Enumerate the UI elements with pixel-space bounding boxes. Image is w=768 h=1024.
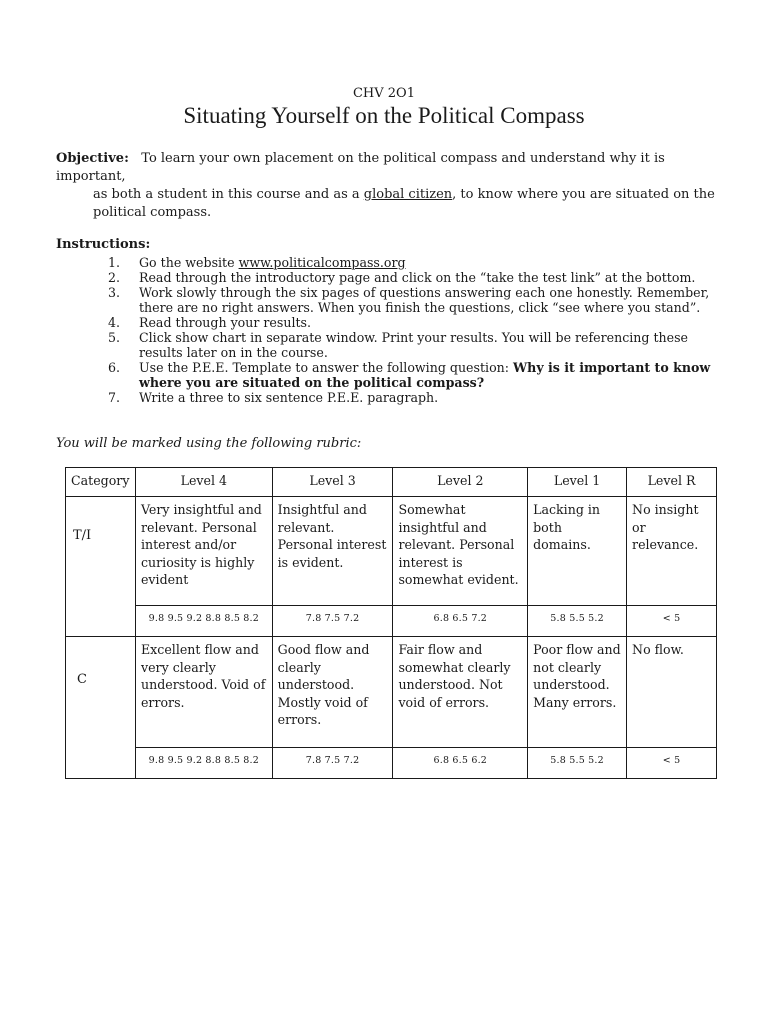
score-cell: 9.8 9.5 9.2 8.8 8.5 8.2 <box>135 748 272 779</box>
instruction-item <box>108 315 718 330</box>
course-code: CHV 2O1 <box>352 86 415 101</box>
objective-section <box>56 150 716 222</box>
instruction-item <box>108 270 718 285</box>
score-cell: 5.8 5.5 5.2 <box>528 748 627 779</box>
descriptor-cell: Poor flow and not clearly understood. Many errors. <box>528 637 627 748</box>
score-cell: 7.8 7.5 7.2 <box>272 606 393 637</box>
descriptor-cell: Very insightful and relevant. Personal interest and/or curiosity is highly evident <box>135 497 272 606</box>
instruction-item <box>108 360 718 390</box>
category-cell <box>66 637 136 779</box>
instruction-number: 5. <box>108 330 121 345</box>
rubric-score-row-c <box>66 748 717 779</box>
descriptor-cell: Excellent flow and very clearly understood. Void of errors. <box>135 637 272 748</box>
descriptor-cell: Fair flow and somewhat clearly understood. Not void of errors. <box>393 637 528 748</box>
instruction-text: Click show chart in separate window. Print your results. You will be referencing these results later on in the course. <box>139 330 689 360</box>
header-category: Category <box>66 468 136 497</box>
website-link[interactable]: www.politicalcompass.org <box>238 255 406 270</box>
objective-continuation <box>56 186 716 222</box>
header-level-4: Level 4 <box>135 468 272 497</box>
instruction-number: 7. <box>108 390 121 405</box>
rubric-row-c <box>66 637 717 748</box>
rubric-header-row <box>66 468 717 497</box>
rubric-score-row-ti <box>66 606 717 637</box>
instruction-text: Write a three to six sentence P.E.E. paragraph. <box>139 390 439 405</box>
score-cell: 5.8 5.5 5.2 <box>528 606 627 637</box>
instruction-text: Work slowly through the six pages of questions answering each one honestly. Remember, there are no right answers. When you finish the questions, click “see where you stand”. <box>139 285 710 315</box>
instructions-list <box>108 255 718 405</box>
instruction-number: 2. <box>108 270 121 285</box>
header-level-3: Level 3 <box>272 468 393 497</box>
descriptor-cell: No flow. <box>627 637 717 748</box>
instruction-item <box>108 285 718 315</box>
score-cell: 6.8 6.5 7.2 <box>393 606 528 637</box>
descriptor-cell: Somewhat insightful and relevant. Personal interest is somewhat evident. <box>393 497 528 606</box>
instruction-item <box>108 330 718 360</box>
score-cell: < 5 <box>627 748 717 779</box>
rubric-label: You will be marked using the following rubric: <box>56 436 362 451</box>
instruction-text: Read through your results. <box>139 315 312 330</box>
page-title: Situating Yourself on the Political Compass <box>183 103 585 128</box>
descriptor-cell: Insightful and relevant. Personal interest is evident. <box>272 497 393 606</box>
instruction-text: Use the P.E.E. Template to answer the following question: <box>139 360 514 375</box>
objective-text-2: as both a student in this course and as a <box>93 187 364 202</box>
score-cell: 7.8 7.5 7.2 <box>272 748 393 779</box>
instruction-number: 1. <box>108 255 121 270</box>
instructions-label: Instructions: <box>56 237 151 252</box>
objective-text-1: To learn your own placement on the political compass and understand why it is important, <box>56 151 665 184</box>
descriptor-cell: Good flow and clearly understood. Mostly void of errors. <box>272 637 393 748</box>
instruction-number: 3. <box>108 285 121 300</box>
score-cell: 9.8 9.5 9.2 8.8 8.5 8.2 <box>135 606 272 637</box>
header-level-r: Level R <box>627 468 717 497</box>
objective-text-3: , to know where you are situated on the <box>452 187 715 202</box>
category-label: C <box>77 672 87 687</box>
instruction-text: Go the website <box>139 255 239 270</box>
descriptor-cell: No insight or relevance. <box>627 497 717 606</box>
score-cell: < 5 <box>627 606 717 637</box>
category-label: T/I <box>73 528 92 543</box>
rubric-row-ti <box>66 497 717 606</box>
instruction-number: 4. <box>108 315 121 330</box>
score-cell: 6.8 6.5 6.2 <box>393 748 528 779</box>
instruction-number: 6. <box>108 360 121 375</box>
instruction-text: Read through the introductory page and click on the “take the test link” at the bottom. <box>139 270 696 285</box>
instruction-question: Why is it important to know where you are situated on the political compass? <box>139 360 711 390</box>
instruction-item <box>108 390 718 405</box>
header-level-1: Level 1 <box>528 468 627 497</box>
category-cell <box>66 497 136 637</box>
objective-label: Objective: <box>56 151 129 166</box>
instruction-item <box>108 255 718 270</box>
descriptor-cell: Lacking in both domains. <box>528 497 627 606</box>
global-citizen-link[interactable]: global citizen <box>363 187 453 202</box>
rubric-table <box>65 467 717 779</box>
header-level-2: Level 2 <box>393 468 528 497</box>
objective-text-4: political compass. <box>93 205 212 220</box>
